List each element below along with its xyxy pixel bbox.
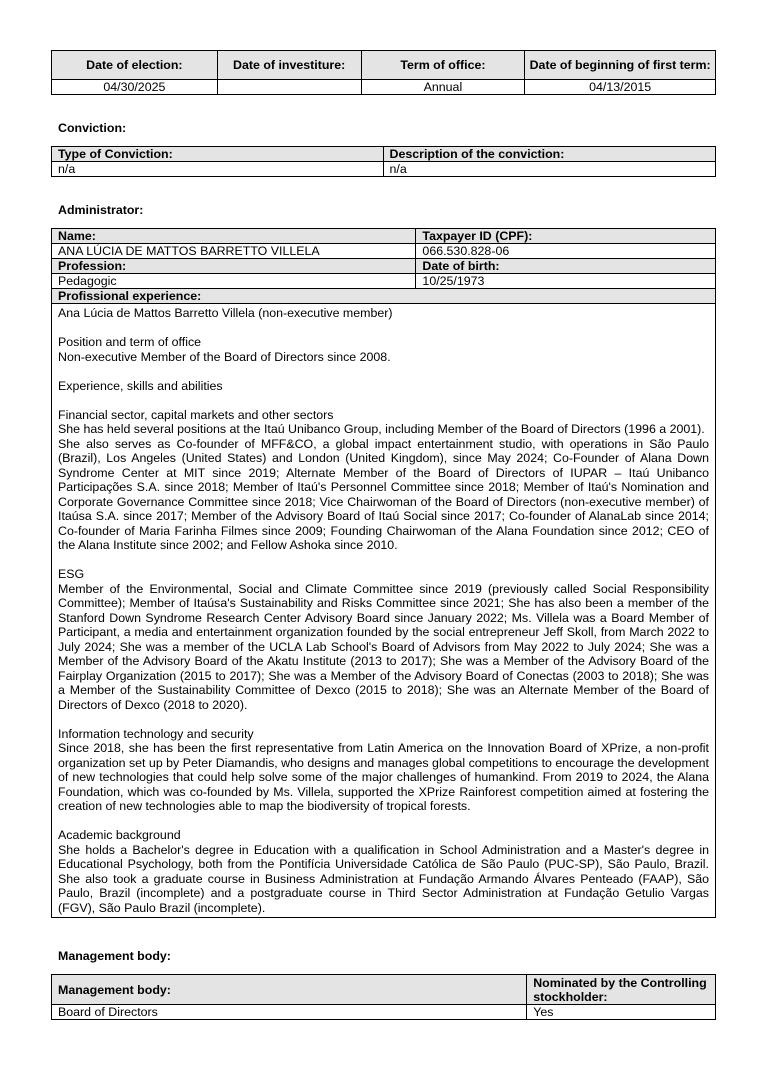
conviction-section-title: Conviction: bbox=[58, 121, 127, 135]
administrator-table bbox=[51, 228, 716, 918]
profession-value-row bbox=[52, 274, 716, 289]
management-section-title: Management body: bbox=[58, 949, 171, 963]
dob-label: Date of birth: bbox=[416, 259, 716, 274]
name-label: Name: bbox=[52, 229, 416, 244]
management-body-value: Board of Directors bbox=[52, 1005, 527, 1020]
management-header-row bbox=[52, 975, 716, 1005]
conviction-header-row bbox=[52, 147, 716, 162]
management-value-row bbox=[52, 1005, 716, 1020]
term-header-row bbox=[52, 51, 716, 80]
financial-paragraph-1: She has held several positions at the Itaú Unibanco Group, including Member of the Board of Directors (1996 a 2001). bbox=[58, 422, 705, 436]
cpf-label: Taxpayer ID (CPF): bbox=[416, 229, 716, 244]
management-body-header: Management body: bbox=[52, 975, 527, 1005]
term-value-row bbox=[52, 80, 716, 95]
term-table bbox=[51, 50, 716, 95]
it-text: Since 2018, she has been the first representative from Latin America on the Innovation Board of XPrize, a non-profit organization set up by Peter Diamandis, who designs and manages global competitions to encourage the development of new technologies that could help solve some of the major challenges of humankind. From 2019 to 2024, the Alana Foundation, which was co-founded by Ms. Villela, supported the XPrize Rainforest competition aimed at fostering the creation of new technologies able to map the biodiversity of tropical forests. bbox=[58, 741, 709, 813]
it-title: Information technology and security bbox=[58, 726, 254, 741]
esg-title: ESG bbox=[58, 567, 85, 581]
esg-text: Member of the Environmental, Social and Climate Committee since 2019 (previously called Social Responsibility Committee); Member of Itaúsa's Sustainability and Risks Committee since 2021; She has also been a member of the Stanford Down Syndrome Research Center Advisory Board since January 2022; Ms. Villela was a Board Member of Participant, a media and entertainment organization founded by the social entrepreneur Jeff Skoll, from March 2022 to July 2024; She was a member of the UCLA Lab School's Board of Advisors from May 2022 to July 2024; She was a Member of the Advisory Board of the Akatu Institute (2013 to 2017); She was a Member of the Advisory Board of the Fairplay Organization (2015 to 2017); She was a Member of the Advisory Board of Conectas (2003 to 2018); She was a Member of the Sustainability Committee of Dexco (2015 to 2018); She was an Alternate Member of the Board of Directors of Dexco (2018 to 2020). bbox=[58, 581, 709, 712]
name-value-row bbox=[52, 244, 716, 259]
position-text: Non-executive Member of the Board of Directors since 2008. bbox=[58, 349, 391, 364]
election-date-header: Date of election: bbox=[52, 51, 218, 80]
experience-label: Profissional experience: bbox=[52, 289, 716, 304]
nominated-value: Yes bbox=[527, 1005, 716, 1020]
profession-label: Profession: bbox=[52, 259, 416, 274]
skills-title: Experience, skills and abilities bbox=[58, 378, 223, 393]
experience-header-row bbox=[52, 289, 716, 304]
financial-paragraph-2: She also serves as Co-founder of MFF&CO, a global impact entertainment studio, with operations in São Paulo (Brazil), Los Angeles (United States) and London (United Kingdom), since May 2024; Co-Founder of Alana Down Syndrome Center at MIT since 2019; Alternate Member of the Board of Directors of IUPAR – Itaú Unibanco Participações S.A. since 2018; Member of Itaú's Personnel Committee since 2018; Member of Itaú's Nomination and Corporate Governance Committee since 2018; Vice Chairwoman of the Board of Directors (non-executive member) of Itaúsa S.A. since 2017; Member of the Advisory Board of Itaú Social since 2017; Co-founder of AlanaLab since 2014; Co-founder of Maria Farinha Filmes since 2009; Founding Chairwoman of the Alana Foundation since 2012; CEO of the Alana Institute since 2002; and Fellow Ashoka since 2010. bbox=[58, 436, 709, 552]
experience-row bbox=[52, 304, 716, 918]
cpf-value: 066.530.828-06 bbox=[416, 244, 716, 259]
conviction-value-row bbox=[52, 162, 716, 177]
name-header-row bbox=[52, 229, 716, 244]
conviction-type-header: Type of Conviction: bbox=[52, 147, 384, 162]
name-value: ANA LÚCIA DE MATTOS BARRETTO VILLELA bbox=[52, 244, 416, 259]
conviction-description-header: Description of the conviction: bbox=[383, 147, 716, 162]
investiture-date-header: Date of investiture: bbox=[217, 51, 361, 80]
term-of-office-value: Annual bbox=[361, 80, 525, 95]
academic-title: Academic background bbox=[58, 828, 181, 842]
conviction-type-value: n/a bbox=[52, 162, 384, 177]
administrator-section-title: Administrator: bbox=[58, 203, 144, 217]
election-date-value: 04/30/2025 bbox=[52, 80, 218, 95]
first-term-date-header: Date of beginning of first term: bbox=[525, 51, 716, 80]
nominated-header: Nominated by the Controlling stockholder: bbox=[527, 975, 716, 1005]
profession-header-row bbox=[52, 259, 716, 274]
academic-text: She holds a Bachelor's degree in Education with a qualification in School Administration and a Master's degree in Educational Psychology, both from the Pontifícia Universidade Católica de São Paulo (PUC-SP), São Paulo, Brazil. She also took a graduate course in Business Administration at Fundação Armando Álvares Penteado (FAAP), São Paulo, Brazil (incomplete) and a postgraduate course in Third Sector Administration at Fundação Getulio Vargas (FGV), São Paulo Brazil (incomplete). bbox=[58, 842, 709, 915]
management-table bbox=[51, 974, 716, 1020]
investiture-date-value bbox=[217, 80, 361, 95]
term-of-office-header: Term of office: bbox=[361, 51, 525, 80]
financial-title: Financial sector, capital markets and other sectors bbox=[58, 407, 334, 422]
position-title: Position and term of office bbox=[58, 335, 202, 349]
conviction-description-value: n/a bbox=[383, 162, 716, 177]
first-term-date-value: 04/13/2015 bbox=[525, 80, 716, 95]
experience-text bbox=[52, 304, 716, 918]
profession-value: Pedagogic bbox=[52, 274, 416, 289]
dob-value: 10/25/1973 bbox=[416, 274, 716, 289]
conviction-table bbox=[51, 146, 716, 177]
experience-intro: Ana Lúcia de Mattos Barretto Villela (non-executive member) bbox=[58, 306, 393, 320]
